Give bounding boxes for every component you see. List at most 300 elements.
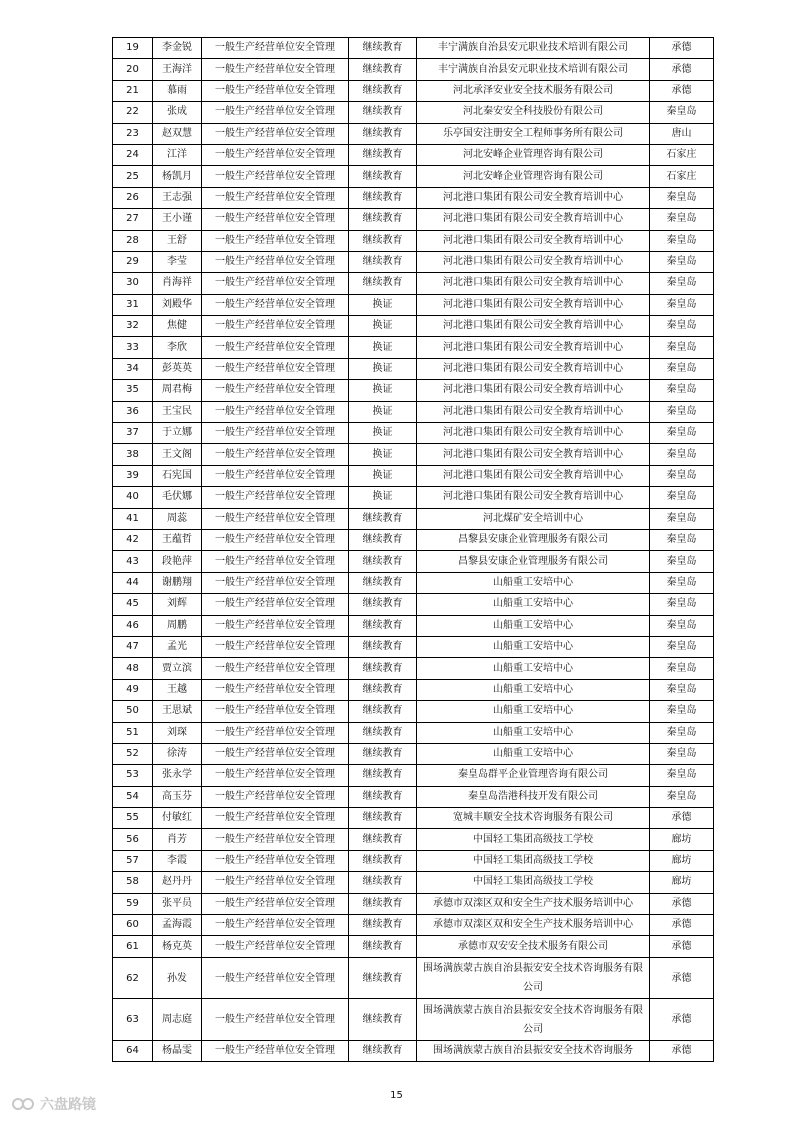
training-type-cell: 一般生产经营单位安全管理 [202, 872, 349, 893]
name-cell: 孟海霞 [153, 915, 202, 936]
row-number-cell: 58 [113, 872, 153, 893]
row-number-cell: 63 [113, 999, 153, 1041]
organization-cell: 河北秦安安全科技股份有限公司 [417, 102, 650, 123]
organization-cell: 河北港口集团有限公司安全教育培训中心 [417, 487, 650, 508]
table-row [113, 679, 714, 700]
organization-cell: 河北港口集团有限公司安全教育培训中心 [417, 209, 650, 230]
city-cell: 秦皇岛 [650, 508, 714, 529]
organization-cell: 乐亭国安注册安全工程师事务所有限公司 [417, 123, 650, 144]
training-category-cell: 继续教育 [349, 209, 417, 230]
row-number-cell: 47 [113, 636, 153, 657]
training-type-cell: 一般生产经营单位安全管理 [202, 380, 349, 401]
name-cell: 谢鹏翔 [153, 572, 202, 593]
row-number-cell: 49 [113, 679, 153, 700]
row-number-cell: 27 [113, 209, 153, 230]
training-type-cell: 一般生产经营单位安全管理 [202, 508, 349, 529]
city-cell: 承德 [650, 38, 714, 59]
organization-cell: 围场满族蒙古族自治县振安安全技术咨询服务有限公司 [417, 957, 650, 999]
watermark [12, 1094, 96, 1114]
row-number-cell: 45 [113, 594, 153, 615]
training-category-cell: 继续教育 [349, 508, 417, 529]
table-row [113, 765, 714, 786]
training-category-cell: 继续教育 [349, 722, 417, 743]
training-type-cell: 一般生产经营单位安全管理 [202, 743, 349, 764]
city-cell: 承德 [650, 808, 714, 829]
table-row [113, 572, 714, 593]
city-cell: 秦皇岛 [650, 615, 714, 636]
city-cell: 石家庄 [650, 166, 714, 187]
row-number-cell: 53 [113, 765, 153, 786]
training-category-cell: 继续教育 [349, 658, 417, 679]
table-row [113, 529, 714, 550]
table-row [113, 380, 714, 401]
training-category-cell: 换证 [349, 337, 417, 358]
table-row [113, 144, 714, 165]
name-cell: 王海洋 [153, 59, 202, 80]
row-number-cell: 23 [113, 123, 153, 144]
organization-cell: 河北港口集团有限公司安全教育培训中心 [417, 273, 650, 294]
training-type-cell: 一般生产经营单位安全管理 [202, 102, 349, 123]
organization-cell: 河北安峰企业管理咨询有限公司 [417, 144, 650, 165]
training-type-cell: 一般生产经营单位安全管理 [202, 915, 349, 936]
organization-cell: 河北安峰企业管理咨询有限公司 [417, 166, 650, 187]
organization-cell: 河北港口集团有限公司安全教育培训中心 [417, 423, 650, 444]
table-row [113, 936, 714, 957]
city-cell: 秦皇岛 [650, 658, 714, 679]
organization-cell: 山船重工安培中心 [417, 743, 650, 764]
organization-cell: 山船重工安培中心 [417, 636, 650, 657]
row-number-cell: 39 [113, 465, 153, 486]
organization-cell: 承德市双滦区双和安全生产技术服务培训中心 [417, 893, 650, 914]
training-category-cell: 继续教育 [349, 786, 417, 807]
name-cell: 毛伏娜 [153, 487, 202, 508]
training-type-cell: 一般生产经营单位安全管理 [202, 1040, 349, 1061]
row-number-cell: 28 [113, 230, 153, 251]
table-row [113, 337, 714, 358]
city-cell: 秦皇岛 [650, 230, 714, 251]
training-category-cell: 继续教育 [349, 872, 417, 893]
training-category-cell: 继续教育 [349, 80, 417, 101]
row-number-cell: 56 [113, 829, 153, 850]
training-category-cell: 继续教育 [349, 251, 417, 272]
name-cell: 王越 [153, 679, 202, 700]
page-number: 15 [390, 1090, 403, 1101]
table-row [113, 743, 714, 764]
table-row [113, 187, 714, 208]
training-category-cell: 继续教育 [349, 957, 417, 999]
training-type-cell: 一般生产经营单位安全管理 [202, 999, 349, 1041]
row-number-cell: 26 [113, 187, 153, 208]
organization-cell: 河北港口集团有限公司安全教育培训中心 [417, 358, 650, 379]
name-cell: 王蕴哲 [153, 529, 202, 550]
city-cell: 秦皇岛 [650, 423, 714, 444]
city-cell: 秦皇岛 [650, 401, 714, 422]
table-row [113, 615, 714, 636]
row-number-cell: 54 [113, 786, 153, 807]
row-number-cell: 36 [113, 401, 153, 422]
row-number-cell: 21 [113, 80, 153, 101]
name-cell: 王宝民 [153, 401, 202, 422]
name-cell: 慕雨 [153, 80, 202, 101]
name-cell: 杨凯月 [153, 166, 202, 187]
training-type-cell: 一般生产经营单位安全管理 [202, 209, 349, 230]
name-cell: 王思斌 [153, 701, 202, 722]
training-category-cell: 继续教育 [349, 529, 417, 550]
city-cell: 承德 [650, 59, 714, 80]
row-number-cell: 20 [113, 59, 153, 80]
name-cell: 高玉芬 [153, 786, 202, 807]
table-row [113, 722, 714, 743]
table-row [113, 636, 714, 657]
training-type-cell: 一般生产经营单位安全管理 [202, 316, 349, 337]
training-type-cell: 一般生产经营单位安全管理 [202, 38, 349, 59]
table-row [113, 209, 714, 230]
city-cell: 廊坊 [650, 829, 714, 850]
training-category-cell: 继续教育 [349, 102, 417, 123]
row-number-cell: 41 [113, 508, 153, 529]
name-cell: 王小谨 [153, 209, 202, 230]
table-row [113, 850, 714, 871]
training-category-cell: 换证 [349, 423, 417, 444]
table-row [113, 701, 714, 722]
training-type-cell: 一般生产经营单位安全管理 [202, 230, 349, 251]
training-type-cell: 一般生产经营单位安全管理 [202, 679, 349, 700]
organization-cell: 承德市双滦区双和安全生产技术服务培训中心 [417, 915, 650, 936]
training-category-cell: 继续教育 [349, 829, 417, 850]
training-category-cell: 继续教育 [349, 999, 417, 1041]
table-row [113, 957, 714, 999]
organization-cell: 中国轻工集团高级技工学校 [417, 872, 650, 893]
table-row [113, 872, 714, 893]
name-cell: 付敏红 [153, 808, 202, 829]
training-type-cell: 一般生产经营单位安全管理 [202, 444, 349, 465]
training-type-cell: 一般生产经营单位安全管理 [202, 294, 349, 315]
name-cell: 王志强 [153, 187, 202, 208]
organization-cell: 河北港口集团有限公司安全教育培训中心 [417, 230, 650, 251]
training-type-cell: 一般生产经营单位安全管理 [202, 936, 349, 957]
name-cell: 徐涛 [153, 743, 202, 764]
row-number-cell: 61 [113, 936, 153, 957]
organization-cell: 昌黎县安康企业管理服务有限公司 [417, 551, 650, 572]
training-category-cell: 继续教育 [349, 850, 417, 871]
training-type-cell: 一般生产经营单位安全管理 [202, 615, 349, 636]
city-cell: 承德 [650, 957, 714, 999]
city-cell: 秦皇岛 [650, 701, 714, 722]
city-cell: 承德 [650, 893, 714, 914]
table-row [113, 80, 714, 101]
table-row [113, 38, 714, 59]
table-row [113, 786, 714, 807]
row-number-cell: 44 [113, 572, 153, 593]
name-cell: 段艳萍 [153, 551, 202, 572]
training-category-cell: 继续教育 [349, 59, 417, 80]
organization-cell: 山船重工安培中心 [417, 572, 650, 593]
city-cell: 廊坊 [650, 850, 714, 871]
table-row [113, 487, 714, 508]
training-type-cell: 一般生产经营单位安全管理 [202, 273, 349, 294]
row-number-cell: 22 [113, 102, 153, 123]
training-category-cell: 继续教育 [349, 743, 417, 764]
city-cell: 廊坊 [650, 872, 714, 893]
city-cell: 承德 [650, 80, 714, 101]
row-number-cell: 64 [113, 1040, 153, 1061]
organization-cell: 山船重工安培中心 [417, 679, 650, 700]
row-number-cell: 32 [113, 316, 153, 337]
name-cell: 李莹 [153, 251, 202, 272]
table-row [113, 273, 714, 294]
city-cell: 秦皇岛 [650, 187, 714, 208]
table-row [113, 123, 714, 144]
training-type-cell: 一般生产经营单位安全管理 [202, 187, 349, 208]
organization-cell: 中国轻工集团高级技工学校 [417, 829, 650, 850]
city-cell: 秦皇岛 [650, 551, 714, 572]
training-category-cell: 继续教育 [349, 123, 417, 144]
row-number-cell: 42 [113, 529, 153, 550]
table-row [113, 423, 714, 444]
row-number-cell: 43 [113, 551, 153, 572]
organization-cell: 秦皇岛浩港科技开发有限公司 [417, 786, 650, 807]
name-cell: 彭英英 [153, 358, 202, 379]
organization-cell: 围场满族蒙古族自治县振安安全技术咨询服务有限公司 [417, 999, 650, 1041]
city-cell: 秦皇岛 [650, 594, 714, 615]
name-cell: 张成 [153, 102, 202, 123]
row-number-cell: 62 [113, 957, 153, 999]
city-cell: 秦皇岛 [650, 487, 714, 508]
name-cell: 王舒 [153, 230, 202, 251]
city-cell: 秦皇岛 [650, 636, 714, 657]
name-cell: 周蕊 [153, 508, 202, 529]
row-number-cell: 57 [113, 850, 153, 871]
city-cell: 秦皇岛 [650, 722, 714, 743]
training-type-cell: 一般生产经营单位安全管理 [202, 701, 349, 722]
training-category-cell: 换证 [349, 444, 417, 465]
city-cell: 唐山 [650, 123, 714, 144]
organization-cell: 河北港口集团有限公司安全教育培训中心 [417, 294, 650, 315]
name-cell: 江洋 [153, 144, 202, 165]
training-type-cell: 一般生产经营单位安全管理 [202, 765, 349, 786]
training-type-cell: 一般生产经营单位安全管理 [202, 465, 349, 486]
organization-cell: 河北煤矿安全培训中心 [417, 508, 650, 529]
training-category-cell: 继续教育 [349, 765, 417, 786]
row-number-cell: 34 [113, 358, 153, 379]
name-cell: 于立娜 [153, 423, 202, 444]
row-number-cell: 19 [113, 38, 153, 59]
training-type-cell: 一般生产经营单位安全管理 [202, 722, 349, 743]
name-cell: 李金锐 [153, 38, 202, 59]
organization-cell: 河北港口集团有限公司安全教育培训中心 [417, 251, 650, 272]
organization-cell: 山船重工安培中心 [417, 594, 650, 615]
name-cell: 孙发 [153, 957, 202, 999]
city-cell: 石家庄 [650, 144, 714, 165]
roster-table-body [113, 38, 714, 1062]
city-cell: 秦皇岛 [650, 273, 714, 294]
organization-cell: 中国轻工集团高级技工学校 [417, 850, 650, 871]
training-type-cell: 一般生产经营单位安全管理 [202, 123, 349, 144]
training-type-cell: 一般生产经营单位安全管理 [202, 957, 349, 999]
name-cell: 周志庭 [153, 999, 202, 1041]
organization-cell: 河北港口集团有限公司安全教育培训中心 [417, 401, 650, 422]
table-row [113, 551, 714, 572]
city-cell: 秦皇岛 [650, 316, 714, 337]
name-cell: 王文阁 [153, 444, 202, 465]
training-category-cell: 换证 [349, 487, 417, 508]
organization-cell: 山船重工安培中心 [417, 658, 650, 679]
organization-cell: 山船重工安培中心 [417, 722, 650, 743]
row-number-cell: 50 [113, 701, 153, 722]
city-cell: 秦皇岛 [650, 294, 714, 315]
row-number-cell: 51 [113, 722, 153, 743]
name-cell: 周君梅 [153, 380, 202, 401]
training-category-cell: 继续教育 [349, 808, 417, 829]
city-cell: 秦皇岛 [650, 251, 714, 272]
training-type-cell: 一般生产经营单位安全管理 [202, 551, 349, 572]
city-cell: 秦皇岛 [650, 786, 714, 807]
organization-cell: 秦皇岛群平企业管理咨询有限公司 [417, 765, 650, 786]
table-row [113, 59, 714, 80]
row-number-cell: 31 [113, 294, 153, 315]
organization-cell: 丰宁满族自治县安元职业技术培训有限公司 [417, 38, 650, 59]
training-type-cell: 一般生产经营单位安全管理 [202, 423, 349, 444]
name-cell: 赵双慧 [153, 123, 202, 144]
training-type-cell: 一般生产经营单位安全管理 [202, 401, 349, 422]
name-cell: 周鹏 [153, 615, 202, 636]
city-cell: 秦皇岛 [650, 380, 714, 401]
training-type-cell: 一般生产经营单位安全管理 [202, 594, 349, 615]
table-row [113, 829, 714, 850]
training-category-cell: 继续教育 [349, 701, 417, 722]
table-row [113, 358, 714, 379]
training-type-cell: 一般生产经营单位安全管理 [202, 251, 349, 272]
training-type-cell: 一般生产经营单位安全管理 [202, 658, 349, 679]
training-category-cell: 继续教育 [349, 893, 417, 914]
name-cell: 杨克英 [153, 936, 202, 957]
training-category-cell: 继续教育 [349, 187, 417, 208]
organization-cell: 河北港口集团有限公司安全教育培训中心 [417, 316, 650, 337]
organization-cell: 河北港口集团有限公司安全教育培训中心 [417, 465, 650, 486]
city-cell: 承德 [650, 1040, 714, 1061]
row-number-cell: 55 [113, 808, 153, 829]
watermark-text: 六盘路镜 [40, 1097, 96, 1113]
organization-cell: 河北承泽安业安全技术服务有限公司 [417, 80, 650, 101]
training-category-cell: 换证 [349, 294, 417, 315]
training-category-cell: 换证 [349, 358, 417, 379]
table-row [113, 444, 714, 465]
row-number-cell: 37 [113, 423, 153, 444]
city-cell: 秦皇岛 [650, 209, 714, 230]
table-row [113, 401, 714, 422]
organization-cell: 河北港口集团有限公司安全教育培训中心 [417, 380, 650, 401]
training-type-cell: 一般生产经营单位安全管理 [202, 529, 349, 550]
table-row [113, 294, 714, 315]
training-type-cell: 一般生产经营单位安全管理 [202, 144, 349, 165]
city-cell: 秦皇岛 [650, 102, 714, 123]
organization-cell: 围场满族蒙古族自治县振安安全技术咨询服务 [417, 1040, 650, 1061]
table-row [113, 999, 714, 1041]
training-type-cell: 一般生产经营单位安全管理 [202, 829, 349, 850]
city-cell: 秦皇岛 [650, 572, 714, 593]
table-row [113, 465, 714, 486]
name-cell: 张平员 [153, 893, 202, 914]
training-category-cell: 继续教育 [349, 936, 417, 957]
city-cell: 秦皇岛 [650, 358, 714, 379]
training-category-cell: 换证 [349, 380, 417, 401]
training-category-cell: 继续教育 [349, 594, 417, 615]
city-cell: 承德 [650, 915, 714, 936]
training-category-cell: 继续教育 [349, 915, 417, 936]
name-cell: 石宪国 [153, 465, 202, 486]
city-cell: 秦皇岛 [650, 679, 714, 700]
training-type-cell: 一般生产经营单位安全管理 [202, 166, 349, 187]
table-row [113, 1040, 714, 1061]
training-category-cell: 继续教育 [349, 230, 417, 251]
table-row [113, 316, 714, 337]
table-row [113, 230, 714, 251]
row-number-cell: 46 [113, 615, 153, 636]
training-category-cell: 继续教育 [349, 273, 417, 294]
city-cell: 秦皇岛 [650, 337, 714, 358]
organization-cell: 山船重工安培中心 [417, 615, 650, 636]
training-category-cell: 继续教育 [349, 38, 417, 59]
row-number-cell: 33 [113, 337, 153, 358]
row-number-cell: 38 [113, 444, 153, 465]
table-row [113, 166, 714, 187]
organization-cell: 山船重工安培中心 [417, 701, 650, 722]
training-category-cell: 继续教育 [349, 615, 417, 636]
row-number-cell: 60 [113, 915, 153, 936]
training-category-cell: 继续教育 [349, 1040, 417, 1061]
table-row [113, 915, 714, 936]
city-cell: 秦皇岛 [650, 765, 714, 786]
table-row [113, 658, 714, 679]
organization-cell: 昌黎县安康企业管理服务有限公司 [417, 529, 650, 550]
training-type-cell: 一般生产经营单位安全管理 [202, 850, 349, 871]
name-cell: 贾立滨 [153, 658, 202, 679]
table-row [113, 508, 714, 529]
city-cell: 秦皇岛 [650, 465, 714, 486]
row-number-cell: 59 [113, 893, 153, 914]
training-category-cell: 继续教育 [349, 679, 417, 700]
organization-cell: 河北港口集团有限公司安全教育培训中心 [417, 187, 650, 208]
name-cell: 刘殿华 [153, 294, 202, 315]
training-category-cell: 继续教育 [349, 551, 417, 572]
name-cell: 赵丹丹 [153, 872, 202, 893]
training-type-cell: 一般生产经营单位安全管理 [202, 487, 349, 508]
name-cell: 李欣 [153, 337, 202, 358]
city-cell: 秦皇岛 [650, 444, 714, 465]
watermark-logo-icon [12, 1096, 36, 1112]
row-number-cell: 30 [113, 273, 153, 294]
training-category-cell: 继续教育 [349, 636, 417, 657]
city-cell: 承德 [650, 936, 714, 957]
name-cell: 肖海祥 [153, 273, 202, 294]
row-number-cell: 40 [113, 487, 153, 508]
name-cell: 杨晶雯 [153, 1040, 202, 1061]
training-type-cell: 一般生产经营单位安全管理 [202, 636, 349, 657]
city-cell: 秦皇岛 [650, 529, 714, 550]
table-row [113, 808, 714, 829]
row-number-cell: 35 [113, 380, 153, 401]
training-category-cell: 换证 [349, 465, 417, 486]
training-category-cell: 换证 [349, 316, 417, 337]
training-category-cell: 继续教育 [349, 144, 417, 165]
row-number-cell: 29 [113, 251, 153, 272]
table-row [113, 594, 714, 615]
table-row [113, 893, 714, 914]
training-type-cell: 一般生产经营单位安全管理 [202, 337, 349, 358]
organization-cell: 宽城丰顺安全技术咨询服务有限公司 [417, 808, 650, 829]
table-row [113, 251, 714, 272]
training-type-cell: 一般生产经营单位安全管理 [202, 572, 349, 593]
